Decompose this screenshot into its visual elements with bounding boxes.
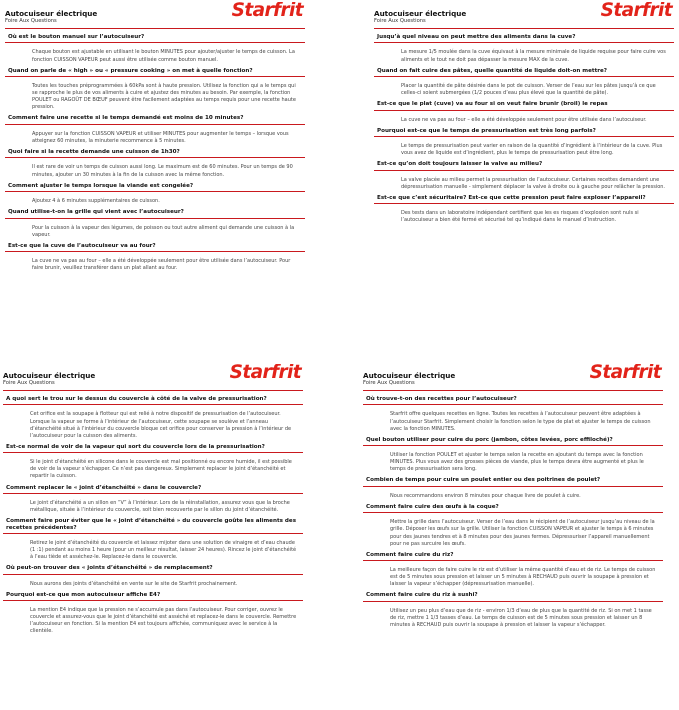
faq-answer: La mention E4 indique que la pression ne s’accumule pas dans l’autocuiseur. Pour corriger, ouvrez le couvercle et assurez-vous que le joint d’étanchéité est asséché et replacez-le dans le couvercle. Remettre l’autocuiseur en fonction. Si la mention E4 est toujours affichée, communiquez avec le service à la clientèle. bbox=[30, 607, 297, 635]
faq-question: Comment ajuster le temps lorsque la viande est congelée? bbox=[5, 183, 305, 192]
faq-question: Quand on parle de « high » ou « pressure cooking » on met à quelle fonction? bbox=[5, 68, 305, 77]
faq-answer: La mesure 1/5 moulée dans la cuve équivaut à la mesure minimale de liquide requise pour faire cuire vos aliments et le tout ne doit pas dépasser la mesure MAX de la cuve. bbox=[401, 49, 666, 63]
faq-answer: Placer la quantité de pâte désirée dans le pot de cuisson. Verser de l’eau sur les pâtes jusqu’à ce que celles-ci soient submergées (1/2 pouces d’eau plus élevé que la quantité de pâte). bbox=[401, 83, 656, 97]
page-header bbox=[363, 364, 663, 391]
header-divider bbox=[5, 28, 305, 29]
faq-answer: Utiliser la fonction POULET et ajuster le temps selon la recette en ajoutant du temps avec la fonction MINUTES. Plus vous avez des grosses pièces de viande, plus le temps devra être augmenté et plus le temps de pressurisation sera long. bbox=[390, 452, 644, 473]
faq-answer: Il est rare de voir un temps de cuisson aussi long. Le maximum est de 60 minutes. Pour un temps de 90 minutes, ajouter un 30 minutes à la fin de la cuisson avec la même fonction. bbox=[32, 164, 293, 178]
faq-question: Où est le bouton manuel sur l’autocuiseur? bbox=[5, 34, 305, 43]
page-header bbox=[374, 2, 674, 29]
header-divider bbox=[3, 390, 303, 391]
faq-answer: La meilleure façon de faire cuire le riz est d’utiliser la même quantité d’eau et de riz. Le temps de cuisson est de 5 minutes sous pression et laisser un 5 minutes à RECHAUD puis ouvrir la soupape à pression et laisser la vapeur s’échapper (dépressurisation manuelle). bbox=[390, 567, 656, 588]
faq-answer: Starfrit offre quelques recettes en ligne. Toutes les recettes à l’autocuiseur peuvent être adaptées à l’autocuiseur Starfrit. Simplement choisir la fonction selon le type de plat et ajuster le temps de cuisson avec la fonction MINUTES. bbox=[390, 411, 651, 432]
faq-answer: La valve placée au milieu permet la pressurisation de l’autocuiseur. Certaines recettes demandent une dépressurisation manuelle - simplement déplacer la valve à droite ou à gauche pour relâcher la pression. bbox=[401, 176, 666, 190]
faq-question: Comment faire une recette si le temps demandé est moins de 10 minutes? bbox=[5, 115, 305, 124]
faq-list bbox=[5, 34, 305, 276]
faq-list bbox=[3, 396, 303, 640]
document-subtitle: Foire Aux Questions bbox=[5, 18, 57, 24]
starfrit-logo: Starfrit bbox=[229, 364, 301, 383]
faq-question: Comment replacer le « joint d’étanchéité » dans le couvercle? bbox=[3, 485, 303, 494]
faq-answer: La cuve ne va pas au four – elle a été développée seulement pour être utilisée dans l’autocuiseur. Pour faire brunir, veuillez transférer dans un plat allant au four. bbox=[32, 258, 291, 272]
page-header bbox=[5, 2, 305, 29]
faq-question: Est-ce qu’on doit toujours laisser la valve au milieu? bbox=[374, 161, 674, 170]
document-title: Autocuiseur électrique bbox=[374, 9, 467, 18]
faq-answer: Ajoutez 4 à 6 minutes supplémentaires de cuisson. bbox=[32, 198, 160, 205]
faq-question: Comment faire cuire du riz à sushi? bbox=[363, 592, 663, 601]
faq-list bbox=[363, 396, 663, 633]
faq-answer: Chaque bouton est ajustable en utilisant le bouton MINUTES pour ajouter/ajuster le temps de cuisson. La fonction CUISSON VAPEUR peut aussi être utilisée comme bouton manuel. bbox=[32, 49, 295, 63]
faq-question: Est-ce que la cuve de l’autocuiseur va au four? bbox=[5, 243, 305, 252]
faq-question: Est-ce normal de voir de la vapeur qui sort du couvercle lors de la pressurisation? bbox=[3, 444, 303, 453]
faq-answer: Pour la cuisson à la vapeur des légumes, de poisson ou tout autre aliment qui demande une cuisson à la vapeur. bbox=[32, 224, 295, 238]
faq-question: Quoi faire si la recette demande une cuisson de 1h30? bbox=[5, 149, 305, 158]
page-header bbox=[3, 364, 303, 391]
document-subtitle: Foire Aux Questions bbox=[363, 380, 415, 386]
faq-answer: La cuve ne va pas au four – elle a été développée seulement pour être utilisée dans l’autocuiseur. bbox=[401, 116, 647, 123]
faq-answer: Le temps de pressurisation peut varier en raison de la quantité d’ingrédient à l’intérieur de la cuve. Plus vous avez de liquide est d’ingrédient, plus le temps de pressurisation peut être long. bbox=[401, 143, 663, 157]
faq-question: Pourquoi est-ce que mon autocuiseur affiche E4? bbox=[3, 592, 303, 601]
faq-page-1 bbox=[5, 2, 305, 342]
faq-question: Pourquoi est-ce que le temps de pressurisation est très long parfois? bbox=[374, 128, 674, 137]
faq-answer: Des tests dans un laboratoire indépendant certifient que les es risques d’explosion sont nuls si l’autocuiseur a bien été fermé et sécurisé tel qu’indiqué dans le manuel d’instruction. bbox=[401, 210, 639, 224]
faq-answer: Toutes les touches préprogrammées à 60kPa sont à haute pression. Utilisez la fonction qui a le temps qui se rapproche le plus de vos aliments à cuire et ajustez des minutes au besoin. Par exemple, la fonction POULET ou RAGOÛT DE BŒUF peuvent être facilement adaptées au temps requis pour une recette haute pression. bbox=[32, 83, 296, 111]
document-subtitle: Foire Aux Questions bbox=[374, 18, 426, 24]
faq-question: A quoi sert le trou sur le dessus du couvercle à côté de la valve de pressurisation? bbox=[3, 396, 303, 405]
starfrit-logo: Starfrit bbox=[600, 2, 672, 21]
faq-answer: Retirez le joint d’étanchéité du couvercle et laissez mijoter dans une solution de vinaigre et d’eau chaude (1 :1) pendant au moins 1 heure (pour un meilleur résultat, laisser 24 heures). Rincez le joint d’étanchéité à l’eau tiède et asséchez-le. Replacez-le dans le couvercle. bbox=[30, 539, 297, 561]
faq-list bbox=[374, 34, 674, 229]
faq-answer: Nous aurons des joints d’étanchéité en vente sur le site de Starfrit prochainement. bbox=[30, 580, 238, 587]
faq-question: Jusqu’à quel niveau on peut mettre des aliments dans la cuve? bbox=[374, 34, 674, 43]
header-divider bbox=[374, 28, 674, 29]
faq-question: Quel bouton utiliser pour cuire du porc (jambon, côtes levées, porc effiloché)? bbox=[363, 437, 663, 446]
starfrit-logo: Starfrit bbox=[231, 2, 303, 21]
faq-question: Comment faire cuire du riz? bbox=[363, 552, 663, 561]
document-title: Autocuiseur électrique bbox=[5, 9, 98, 18]
starfrit-logo: Starfrit bbox=[589, 364, 661, 383]
faq-question: Quand on fait cuire des pâtes, quelle quantité de liquide doit-on mettre? bbox=[374, 68, 674, 77]
faq-question: Quand utilise-t-on la grille qui vient avec l’autocuiseur? bbox=[5, 209, 305, 218]
faq-page-2 bbox=[374, 2, 674, 342]
faq-page-4 bbox=[363, 364, 663, 704]
faq-answer: Cet orifice est la soupape à flotteur qui est relié à notre dispositif de pressurisation de l’autocuiseur. Lorsque la vapeur se forme à l’intérieur de l’autocuiseur, cette soupape se soulève et l’anneau d’étanchéité situé à l’intérieur du couvercle bloque cet orifice pour conserver la pression à l’intérieur de l’autocuiseur pour la cuisson des aliments. bbox=[30, 411, 292, 439]
faq-answer: Le joint d’étanchéité a un sillon en “V” à l’intérieur. Lors de la réinstallation, assurez vous que la broche métallique, située à l’intérieur du couvercle, soit bien recouverte par le sillon du joint d’étanchéité. bbox=[30, 499, 290, 514]
document-title: Autocuiseur électrique bbox=[3, 371, 96, 380]
faq-answer: Nous recommandons environ 8 minutes pour chaque livre de poulet à cuire. bbox=[390, 492, 581, 499]
faq-question: Où trouve-t-on des recettes pour l’autocuiseur? bbox=[363, 396, 663, 405]
faq-answer: Utilisez un peu plus d’eau que de riz - environ 1/3 d’eau de plus que la quantité de riz. Si on met 1 tasse de riz, mettre 1 1/3 tasses d’eau. Le temps de cuisson est de 5 minutes sous pression et laisser un 8 minutes à RECHAUD puis ouvrir la soupape à pression et laisser la vapeur s’échapper. bbox=[390, 607, 652, 629]
document-subtitle: Foire Aux Questions bbox=[3, 380, 55, 386]
faq-question: Est-ce que le plat (cuve) va au four si on veut faire brunir (broil) le repas bbox=[374, 101, 674, 110]
faq-question: Est-ce que c’est sécuritaire? Est-ce que cette pression peut faire exploser l’appareil? bbox=[374, 195, 674, 204]
document-title: Autocuiseur électrique bbox=[363, 371, 456, 380]
faq-question: Comment faire pour éviter que le « joint d’étanchéité » du couvercle goûte les aliments des recettes précédentes? bbox=[3, 518, 303, 534]
faq-answer: Appuyer sur la fonction CUISSON VAPEUR et utiliser MINUTES pour augmenter le temps – lorsque vous atteignez 60 minutes, la minuterie recommence à 5 minutes. bbox=[32, 130, 289, 144]
faq-answer: Si le joint d’étanchéité en silicone dans le couvercle est mal positionné ou encore humide, il est possible de voir de la vapeur s’échapper. Ce n’est pas dangereux. Simplement replacer le joint d’étanchéité et repartir la cuisson. bbox=[30, 459, 292, 480]
faq-question: Combien de temps pour cuire un poulet entier ou des poitrines de poulet? bbox=[363, 477, 663, 486]
faq-question: Comment faire cuire des œufs à la coque? bbox=[363, 504, 663, 513]
faq-answer: Mettre la grille dans l’autocuiseur. Verser de l’eau dans le récipient de l’autocuiseur jusqu’au niveau de la grille. Déposer les œufs sur la grille. Utiliser la fonction CUISSON VAPEUR et ajuster le temps à 6 minutes pour des jaunes tendres et à 8 minutes pour des jaunes fermes. Dépressuriser l’appareil manuellement pour ne pas surcuire les œufs. bbox=[390, 519, 655, 547]
header-divider bbox=[363, 390, 663, 391]
faq-page-3 bbox=[3, 364, 303, 704]
faq-question: Où peut-on trouver des « joints d’étanchéité » de remplacement? bbox=[3, 565, 303, 574]
